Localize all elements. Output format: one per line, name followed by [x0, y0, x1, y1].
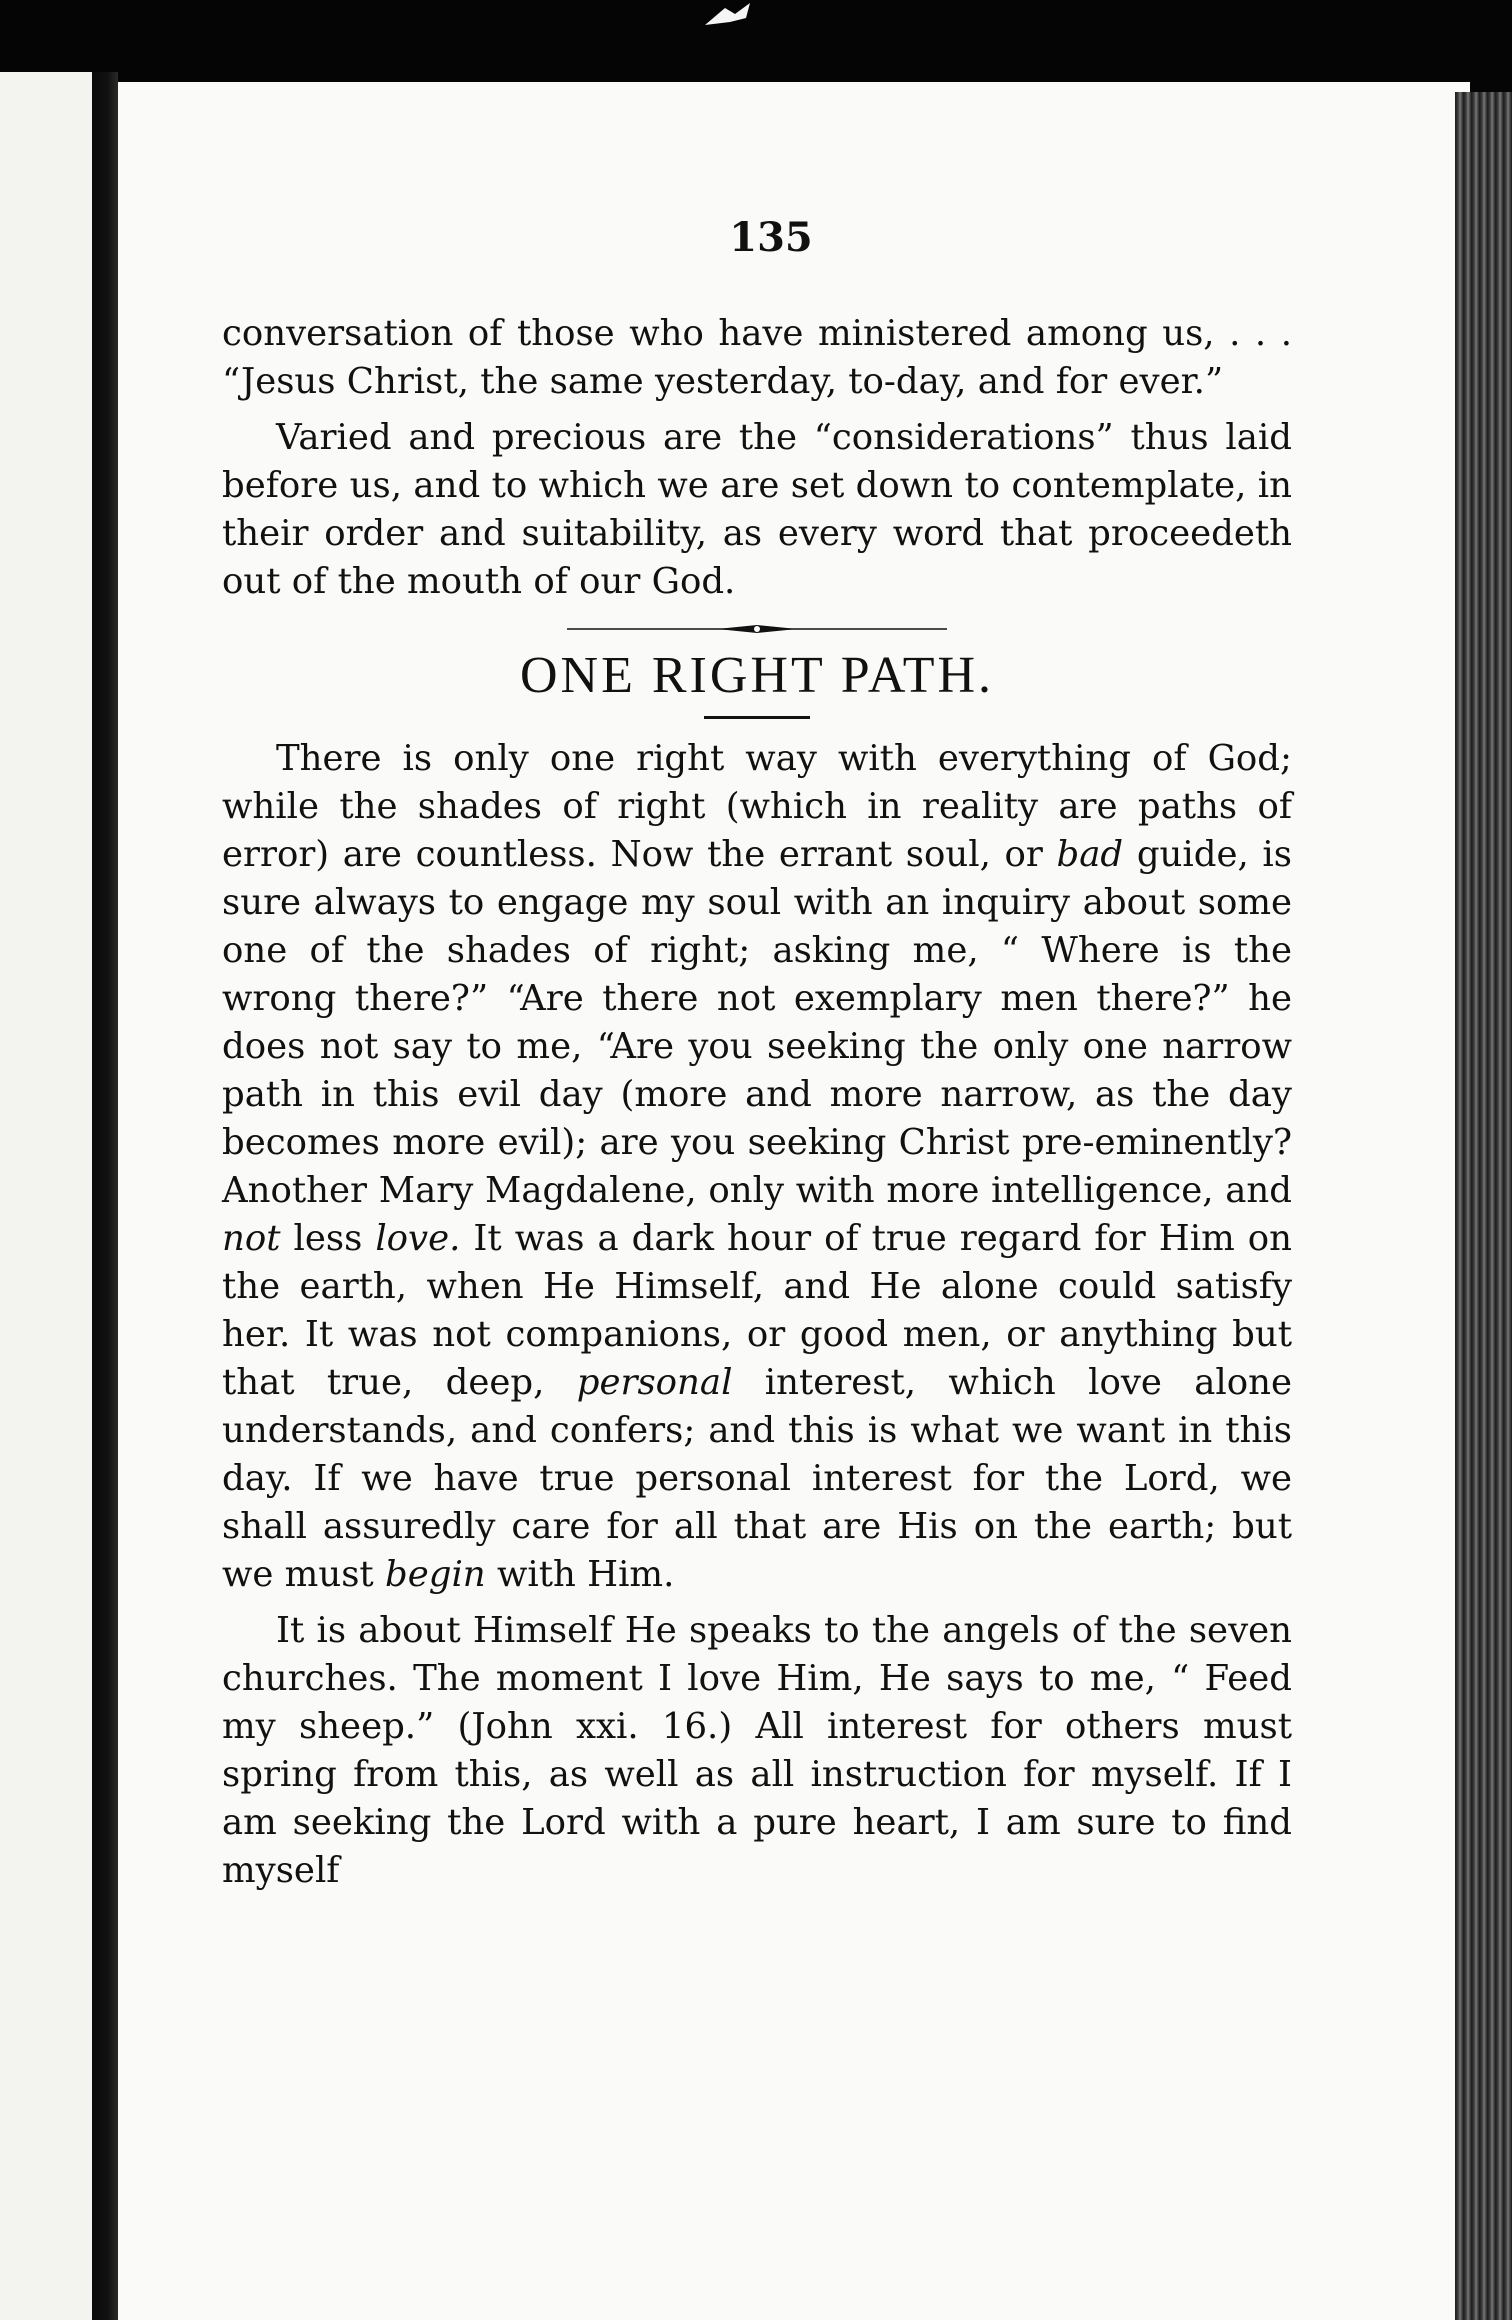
- italic-word: begin: [384, 1554, 486, 1595]
- page-body: [222, 310, 1292, 1895]
- text-run: It was a dark hour of true regard for Him on the earth, when He Himself, and He alone could satisfy her. It was not companions, or good men, or anything but that true, deep,: [222, 1218, 1292, 1403]
- page-stack-edge: [1455, 92, 1512, 2320]
- text-run: with Him.: [485, 1554, 675, 1595]
- page-number: 135: [729, 214, 813, 261]
- italic-word: bad: [1056, 834, 1124, 875]
- paragraph: [222, 735, 1292, 1599]
- ornamental-divider: [567, 622, 947, 636]
- facing-page-edge: [0, 72, 92, 2320]
- text-run: less: [280, 1218, 376, 1259]
- title-rule: [704, 716, 810, 719]
- italic-word: personal: [576, 1362, 733, 1403]
- text-run: guide, is sure always to engage my soul with an inquiry about some one of the shades of right; asking me, “ Where is the wrong there?” “Are there not exemplary men there?” he does not say to me, “Are you seeking the only one narrow path in this evil day (more and more narrow, as the day becomes more evil); are you seeking Christ pre-eminently? Another Mary Magdalene, only with more intelligence, and: [222, 834, 1293, 1211]
- italic-word: not: [222, 1218, 281, 1259]
- text-run: There is only one right way with everything of God; while the shades of right (which in reality are paths of error) are countless. Now the errant soul, or: [222, 738, 1292, 875]
- italic-word: love.: [375, 1218, 461, 1259]
- section-title: ONE RIGHT PATH.: [519, 647, 995, 704]
- text-run: interest, which love alone understands, and confers; and this is what we want in this day. If we have true personal interest for the Lord, we shall assuredly care for all that are His on the earth; but we must: [222, 1362, 1293, 1595]
- continued-paragraph: conversation of those who have ministered among us, . . . “Jesus Christ, the same yesterday, to-day, and for ever.”: [222, 313, 1292, 402]
- scan-fleck-mark: [700, 0, 780, 30]
- paragraph: It is about Himself He speaks to the angels of the seven churches. The moment I love Him, He says to me, “ Feed my sheep.” (John xxi. 16.) All interest for others must spring from this, as well as all instruction for myself. If I am seeking the Lord with a pure heart, I am sure to find myself: [222, 1610, 1292, 1891]
- paragraph: Varied and precious are the “considerations” thus laid before us, and to which we are set down to contemplate, in their order and suitability, as every word that proceedeth out of the mouth of our God.: [222, 417, 1292, 602]
- book-gutter: [92, 72, 118, 2320]
